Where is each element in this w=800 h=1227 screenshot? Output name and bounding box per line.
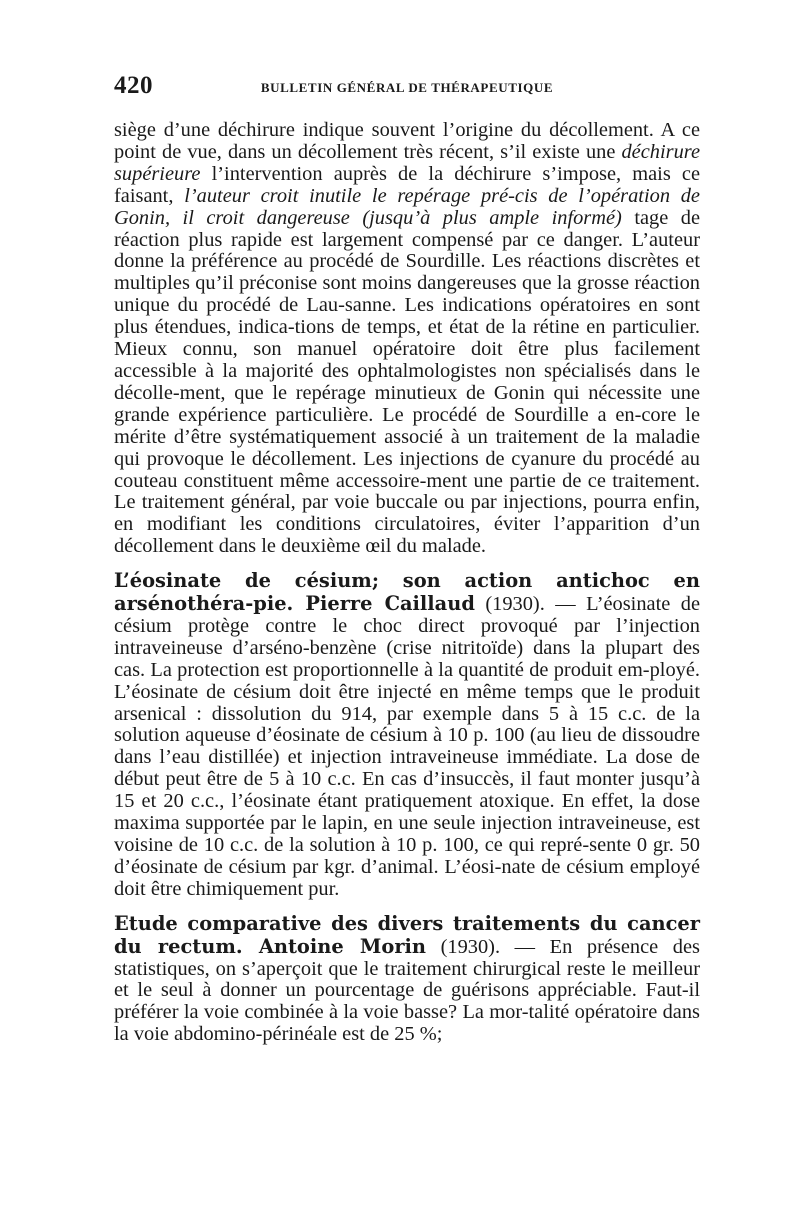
article-year: (1930). [474,593,545,616]
paragraph-text: siège d’une déchirure indique souvent l’origine du décollement. A ce point de vue, dans un décollement très récent, s’il existe une [114,119,700,163]
article-cesium [114,570,700,901]
paragraph-text: tage de réaction plus rapide est largement compensé par ce danger. L’auteur donne la préférence au procédé de Sourdille. Les réactions discrètes et multiples qu’il préconise sont moins dangereuses que la grosse réaction unique du procédé de Lau-sanne. Les indications opératoires en sont plus étendues, indica-tions de temps, et état de la rétine en particulier. Mieux connu, son manuel opératoire doit être plus facilement accessible à la majorité des ophtalmologistes non spécialisés dans le décolle-ment, que le repérage minutieux de Gonin qui nécessite une grande expérience particulière. Le procédé de Sourdille a en-core le mérite d’être systématiquement associé à un traitement de la maladie qui provoque le décollement. Les injections de cyanure du procédé au couteau constituent même accessoire-ment une partie de ce traitement. Le traitement général, par voie buccale ou par injections, pourra enfin, en modifiant les conditions circulatoires, éviter l’apparition d’un décollement dans le deuxième œil du malade. [114,206,701,558]
page-number: 420 [114,72,153,99]
page-header [114,72,700,112]
page-body [114,120,700,1046]
article-title: L’éosinate de césium; son action antichoc en arsénothéra-pie. Pierre Caillaud [114,569,700,616]
article-year: (1930). [426,935,501,958]
paragraph-text: l’intervention auprès de la déchirure s’impose, mais ce faisant, [114,162,700,207]
paragraph-continued [114,120,700,558]
article-body: — En présence des statistiques, on s’aperçoit que le traitement chirurgical reste le meilleur et le seul à donner un pourcentage de guérisons appréciable. Faut-il préférer la voie combinée à la voie basse? La mor-talité opératoire dans la voie abdomino-périnéale est de 25 %; [114,935,700,1046]
article-body: — L’éosinate de césium protège contre le choc direct provoqué par l’injection intraveineuse d’arséno-benzène (crise nitritoïde) dans la plupart des cas. La protection est proportionnelle à la quantité de produit em-ployé. L’éosinate de césium doit être injecté en même temps que le produit arsenical : dissolution du 914, par exemple dans 5 à 15 c.c. de la solution aqueuse d’éosinate de césium à 10 p. 100 (au lieu de dissoudre dans l’eau distillée) et injection intraveineuse immédiate. La dose de début peut être de 5 à 10 c.c. En cas d’insuccès, il faut monter jusqu’à 15 et 20 c.c., l’éosinate étant pratiquement atoxique. En effet, la dose maxima supportée par le lapin, en une seule injection intraveineuse, est voisine de 10 c.c. de la solution à 10 p. 100, ce qui repré-sente 0 gr. 50 d’éosinate de césium par kgr. d’animal. L’éosi-nate de césium employé doit être chimiquement pur. [114,593,700,900]
article-title: Etude comparative des divers traitements du cancer du rectum. Antoine Morin [114,911,700,958]
italic-phrase: déchirure supérieure [114,140,700,185]
running-title: BULLETIN GÉNÉRAL DE THÉRAPEUTIQUE [260,80,554,95]
article-rectum [114,913,700,1046]
italic-phrase: l’auteur croit inutile le repérage pré-cis de l’opération de Gonin, il croit dangereuse (jusqu’à plus ample informé) [114,184,700,229]
